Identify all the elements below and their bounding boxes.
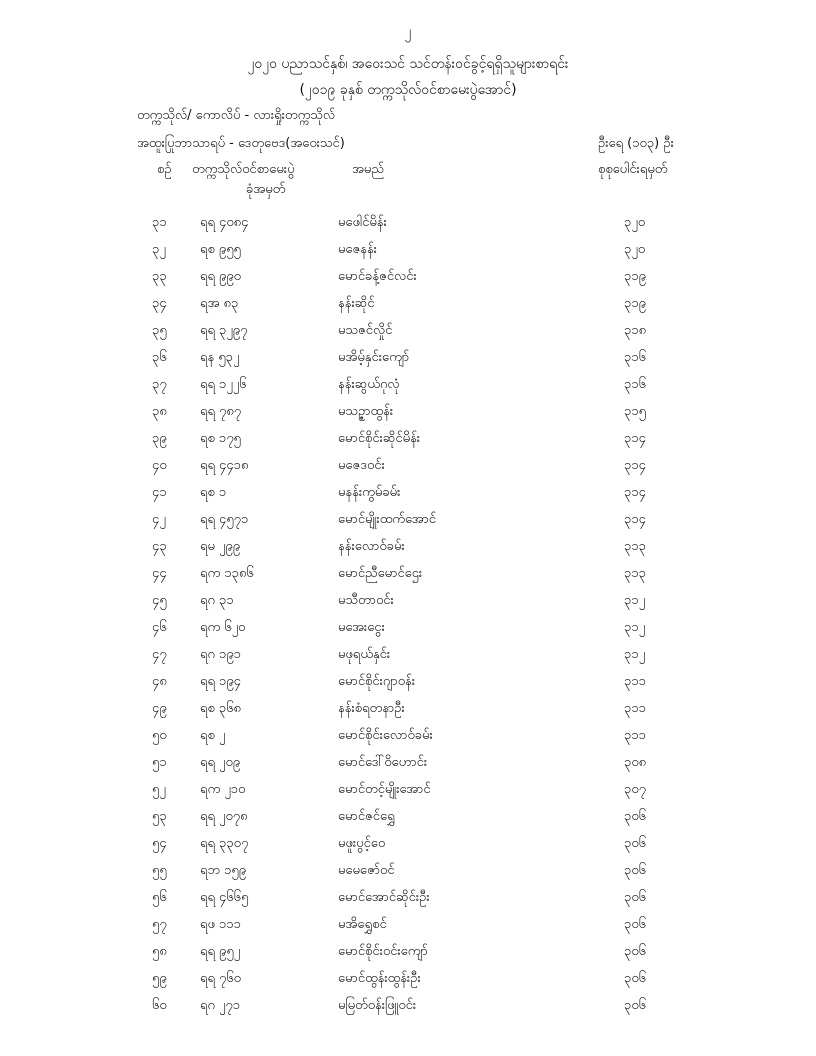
total-marks: ၃၁၁ <box>624 701 646 716</box>
total-marks: ၃၀၆ <box>624 917 646 932</box>
table-row <box>0 480 816 507</box>
student-name: မောင်ညီမောင်ဌေး <box>338 566 423 581</box>
student-name: မအိရွှေစင် <box>338 917 387 932</box>
student-name: မောင်အောင်ဆိုင်းဦး <box>338 890 430 905</box>
student-name: မောင်စိုင်းဂျာဝန်း <box>338 674 416 689</box>
row-number: ၅၂ <box>152 782 166 797</box>
table-row <box>0 777 816 804</box>
row-number: ၅၄ <box>152 836 167 851</box>
roll-number: ရဂ ၁၉၁ <box>200 647 241 662</box>
roll-number: ရက ၆၂၀ <box>200 620 246 635</box>
roll-number: ရဂ ၃၁ <box>200 593 234 608</box>
table-row <box>0 318 816 345</box>
roll-number: ရရ ၇၆၀ <box>200 971 241 986</box>
total-marks: ၃၁၅ <box>624 404 646 419</box>
table-row <box>0 399 816 426</box>
table-row <box>0 912 816 939</box>
total-marks: ၃၀၇ <box>624 782 646 797</box>
roll-number: ရဖ ၁၁၁ <box>200 917 241 932</box>
total-marks: ၃၁၆ <box>624 377 646 392</box>
table-row <box>0 291 816 318</box>
table-row <box>0 696 816 723</box>
roll-number: ရရ ၉၉၀ <box>200 269 241 284</box>
row-number: ၅၈ <box>152 944 167 959</box>
column-header-roll-line2: ခုံအမှတ် <box>246 182 286 197</box>
total-count: ဦးရေ (၁၀၃) ဦး <box>598 136 674 151</box>
student-name: မမြတ်ဝန်းဖြူဝင်း <box>338 998 417 1013</box>
total-marks: ၃၁၉ <box>624 269 646 284</box>
table-row <box>0 534 816 561</box>
row-number: ၃၂ <box>152 242 166 257</box>
document-subtitle: (၂၀၁၉ ခုနှစ် တက္ကသိုလ်ဝင်စာမေးပွဲအောင်) <box>299 82 517 98</box>
total-marks: ၃၁၃ <box>624 566 646 581</box>
total-marks: ၃၀၈ <box>624 755 647 770</box>
table-row <box>0 615 816 642</box>
student-name: မမေဇော်ဝင် <box>338 863 395 878</box>
table-row <box>0 750 816 777</box>
row-number: ၄၆ <box>152 620 167 635</box>
student-name: မဇေနန်း <box>338 242 377 257</box>
total-marks: ၃၁၄ <box>624 485 646 500</box>
roll-number: ရရ ၁၉၄ <box>200 674 241 689</box>
student-name: မဇေဒဝင်း <box>338 458 385 473</box>
student-name: မောင်ဇင်ရွှေ <box>338 809 395 824</box>
total-marks: ၃၁၃ <box>624 539 646 554</box>
total-marks: ၃၀၆ <box>624 890 646 905</box>
row-number: ၄၈ <box>152 674 167 689</box>
table-row <box>0 561 816 588</box>
student-name: မောင်စိုင်းဆိုင်မိန်း <box>338 431 421 446</box>
row-number: ၃၈ <box>152 404 167 419</box>
row-number: ၅၆ <box>152 890 167 905</box>
student-name: မောင်တင့်မျိုးအောင် <box>338 782 431 797</box>
row-number: ၄၀ <box>152 458 167 473</box>
roll-number: ရစ ၉၅၅ <box>200 242 241 257</box>
total-marks: ၃၀၆ <box>624 998 646 1013</box>
row-number: ၄၅ <box>152 593 167 608</box>
row-number: ၅၉ <box>152 971 167 986</box>
table-row <box>0 372 816 399</box>
table-row <box>0 642 816 669</box>
roll-number: ရက ၁၃၈၆ <box>200 566 254 581</box>
total-marks: ၃၁၄ <box>624 431 646 446</box>
row-number: ၄၉ <box>152 701 167 716</box>
student-name: မောင်ဒေါ်ဝိဟောင်း <box>338 755 428 770</box>
roll-number: ရဘ ၁၅၉ <box>200 863 247 878</box>
student-name: နန်းဆွယ်ဂုလုံ <box>338 377 400 392</box>
row-number: ၃၉ <box>152 431 167 446</box>
student-name: မောင်ခန့်ဇင်လင်း <box>338 269 417 284</box>
row-number: ၄၁ <box>152 485 167 500</box>
table-row <box>0 453 816 480</box>
student-name: မောင်စိုင်းဝင်းကျော် <box>338 944 428 959</box>
table-row <box>0 939 816 966</box>
row-number: ၅၀ <box>152 728 167 743</box>
row-number: ၅၁ <box>152 755 167 770</box>
table-row <box>0 723 816 750</box>
total-marks: ၃၀၆ <box>624 809 646 824</box>
table-row <box>0 966 816 993</box>
total-marks: ၃၁၂ <box>624 593 646 608</box>
student-name: မဖုရယ်နှင်း <box>338 647 391 662</box>
roll-number: ရစ ၁ <box>200 485 227 500</box>
row-number: ၅၇ <box>152 917 167 932</box>
student-name: မောင်မျိုးထက်အောင် <box>338 512 437 527</box>
table-row <box>0 426 816 453</box>
results-list <box>0 210 816 1020</box>
roll-number: ရရ ၄၅၇၁ <box>200 512 249 527</box>
table-row <box>0 993 816 1020</box>
table-row <box>0 345 816 372</box>
total-marks: ၃၁၁ <box>624 674 646 689</box>
student-name: မဖူးပွင့်ဝေ <box>338 836 386 851</box>
roll-number: ရရ ၂၀၉ <box>200 755 241 770</box>
roll-number: ရရ ၃၂၉၇ <box>200 323 248 338</box>
roll-number: ရဂ ၂၇၁ <box>200 998 241 1013</box>
university-line: တက္ကသိုလ်/ ကောလိပ် - လားရှိုးတက္ကသိုလ် <box>137 108 336 123</box>
total-marks: ၃၁၈ <box>624 323 647 338</box>
table-row <box>0 264 816 291</box>
roll-number: ရရ ၇၈၇ <box>200 404 242 419</box>
student-name: မသီတာဝင်း <box>338 593 394 608</box>
roll-number: ရရ ၁၂၂၆ <box>200 377 247 392</box>
table-row <box>0 507 816 534</box>
column-header-name: အမည် <box>352 162 384 177</box>
document-title: ၂၀၂၀ ပညာသင်နှစ်၊ အဝေးသင် သင်တန်းဝင်ခွင့်ရရှိသူများစာရင်း <box>247 56 569 72</box>
column-header-marks: စုစုပေါင်းရမှတ် <box>598 162 668 177</box>
table-row <box>0 831 816 858</box>
column-header-roll: တက္ကသိုလ်ဝင်စာမေးပွဲ <box>192 162 295 177</box>
row-number: ၄၃ <box>152 539 167 554</box>
total-marks: ၃၁၉ <box>624 296 646 311</box>
roll-number: ရမ ၂၉၉ <box>200 539 241 554</box>
student-name: မသဥ္ဇာထွန်း <box>338 404 394 419</box>
total-marks: ၃၀၆ <box>624 836 646 851</box>
row-number: ၃၄ <box>152 296 167 311</box>
total-marks: ၃၂၀ <box>624 215 646 230</box>
total-marks: ၃၁၄ <box>624 458 646 473</box>
column-header-no: စဉ် <box>157 162 172 177</box>
student-name: မောင်စိုင်းလောဝ်ခမ်း <box>338 728 433 743</box>
total-marks: ၃၀၆ <box>624 944 646 959</box>
roll-number: ရရ ၄၄၁၈ <box>200 458 249 473</box>
table-row <box>0 210 816 237</box>
total-marks: ၃၁၂ <box>624 620 646 635</box>
total-marks: ၃၀၆ <box>624 863 646 878</box>
row-number: ၄၂ <box>152 512 166 527</box>
student-name: မအေးငွေး <box>338 620 385 635</box>
table-row <box>0 804 816 831</box>
table-row <box>0 858 816 885</box>
roll-number: ရရ ၉၅၂ <box>200 944 241 959</box>
row-number: ၃၇ <box>152 377 167 392</box>
row-number: ၃၃ <box>152 269 167 284</box>
row-number: ၅၃ <box>152 809 167 824</box>
roll-number: ရရ ၃၃၀၇ <box>200 836 249 851</box>
student-name: မသဇင်လှိုင် <box>338 323 393 338</box>
student-name: နန်းဆိုင် <box>338 296 375 311</box>
student-name: နန်းလောဝ်ခမ်း <box>338 539 405 554</box>
row-number: ၄၄ <box>152 566 167 581</box>
student-name: မအိမ့်နှင်းကျော် <box>338 350 410 365</box>
row-number: ၆၀ <box>152 998 167 1013</box>
total-marks: ၃၁၄ <box>624 512 646 527</box>
table-row <box>0 237 816 264</box>
row-number: ၄၇ <box>152 647 167 662</box>
student-name: မဖေါင်မိန်း <box>338 215 387 230</box>
roll-number: ရစ ၃၆၈ <box>200 701 241 716</box>
table-row <box>0 669 816 696</box>
total-marks: ၃၁၆ <box>624 350 646 365</box>
roll-number: ရန ၅၃၂ <box>200 350 240 365</box>
page-number: ၂ <box>404 24 412 40</box>
roll-number: ရစ ၁၇၅ <box>200 431 241 446</box>
roll-number: ရရ ၄၀၈၄ <box>200 215 249 230</box>
total-marks: ၃၁၂ <box>624 647 646 662</box>
total-marks: ၃၁၁ <box>624 728 646 743</box>
student-name: နန်းစံရတနာဦး <box>338 701 405 716</box>
specialization-label: အထူးပြုဘာသာရပ် - ဒေတုဗေဒ(အဝေးသင်) <box>137 136 345 151</box>
roll-number: ရရ ၂၀၇၈ <box>200 809 248 824</box>
student-name: မောင်ထွန်းထွန်းဦး <box>338 971 421 986</box>
total-marks: ၃၀၆ <box>624 971 646 986</box>
table-row <box>0 885 816 912</box>
total-marks: ၃၂၀ <box>624 242 646 257</box>
roll-number: ရအ ၈၃ <box>200 296 239 311</box>
roll-number: ရစ ၂ <box>200 728 226 743</box>
row-number: ၃၁ <box>152 215 167 230</box>
student-name: မနန်းကွမ်ခမ်း <box>338 485 401 500</box>
row-number: ၅၅ <box>152 863 167 878</box>
row-number: ၃၆ <box>152 350 167 365</box>
row-number: ၃၅ <box>152 323 167 338</box>
roll-number: ရက ၂၁၀ <box>200 782 246 797</box>
table-row <box>0 588 816 615</box>
roll-number: ရရ ၄၆၆၅ <box>200 890 249 905</box>
